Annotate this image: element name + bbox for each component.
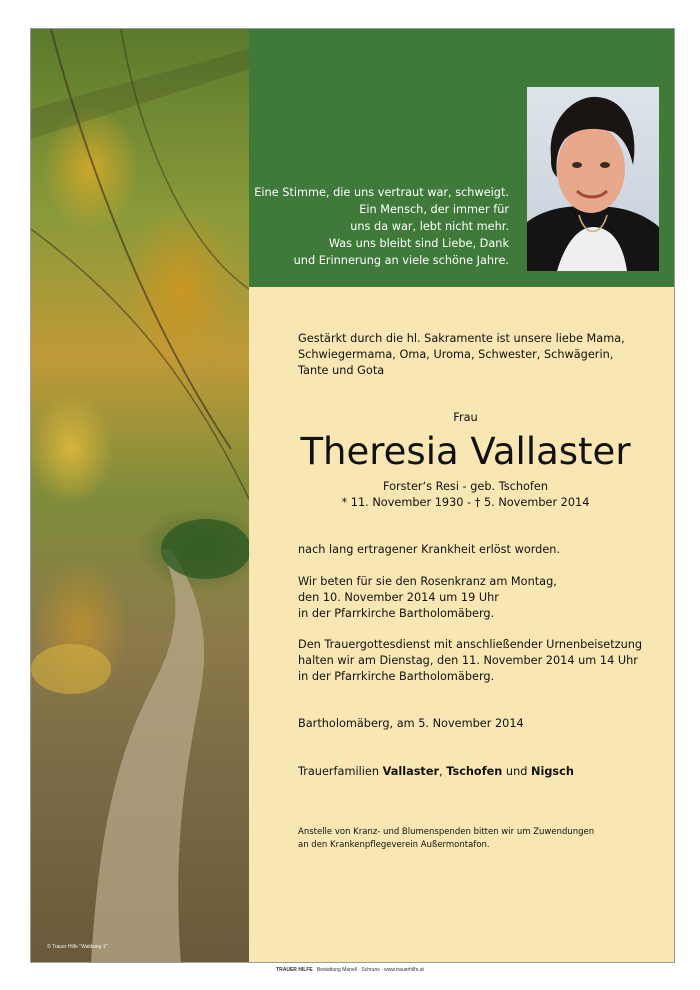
image-credit: © Trauer Hilfe "Waldweg 1"	[47, 944, 108, 950]
nickname-birthname: Forster‘s Resi - geb. Tschofen	[383, 480, 548, 493]
funeral-service-info	[298, 637, 642, 685]
text-panel	[249, 287, 674, 962]
mourning-families	[298, 764, 574, 780]
quote-text	[229, 184, 509, 269]
intro-text	[298, 331, 625, 379]
rosary-line: den 10. November 2014 um 19 Uhr	[298, 591, 499, 604]
forest-path-illustration	[31, 29, 249, 963]
intro-line: Gestärkt durch die hl. Sakramente ist unsere liebe Mama,	[298, 332, 625, 345]
deceased-name: Theresia Vallaster	[300, 430, 631, 473]
footer-info: Bestattung Manell · Schruns · www.trauerhilfe.at	[316, 967, 424, 973]
service-line: Den Trauergottesdienst mit anschließender Urnenbeisetzung	[298, 638, 643, 651]
family-name: Vallaster	[382, 765, 440, 778]
released-text: nach lang ertragener Krankheit erlöst worden.	[298, 543, 561, 556]
service-line: halten wir am Dienstag, den 11. November 2014 um 14 Uhr	[298, 654, 638, 667]
place-date: Bartholomäberg, am 5. November 2014	[298, 717, 524, 730]
quote-line: Eine Stimme, die uns vertraut war, schweigt.	[254, 186, 509, 199]
salutation: Frau	[453, 411, 478, 424]
donation-note	[298, 826, 594, 852]
forest-path-image	[31, 29, 249, 962]
service-line: in der Pfarrkirche Bartholomäberg.	[298, 670, 495, 683]
quote-line: uns da war, lebt nicht mehr.	[350, 220, 509, 233]
rosary-info	[298, 574, 557, 622]
families-prefix: Trauerfamilien	[298, 765, 379, 778]
family-name: Nigsch	[531, 765, 574, 778]
donation-line: Anstelle von Kranz- und Blumenspenden bitten wir um Zuwendungen	[298, 827, 595, 837]
footer-brand: TRAUER HILFE	[276, 967, 313, 973]
portrait-illustration	[527, 87, 659, 271]
life-dates: * 11. November 1930 - † 5. November 2014	[341, 496, 590, 509]
quote-line: Ein Mensch, der immer für	[359, 203, 509, 216]
intro-line: Schwiegermama, Oma, Uroma, Schwester, Schwägerin,	[298, 348, 614, 361]
rosary-line: Wir beten für sie den Rosenkranz am Montag,	[298, 575, 557, 588]
footer	[0, 967, 700, 973]
families-separator: ,	[439, 765, 443, 778]
quote-line: Was uns bleibt sind Liebe, Dank	[328, 237, 509, 250]
rosary-line: in der Pfarrkirche Bartholomäberg.	[298, 607, 495, 620]
donation-line: an den Krankenpflegeverein Außermontafon.	[298, 840, 490, 850]
quote-line: und Erinnerung an viele schöne Jahre.	[293, 254, 509, 267]
portrait-photo	[527, 87, 659, 271]
intro-line: Tante und Gota	[298, 364, 385, 377]
families-separator: und	[505, 765, 528, 778]
family-name: Tschofen	[446, 765, 503, 778]
